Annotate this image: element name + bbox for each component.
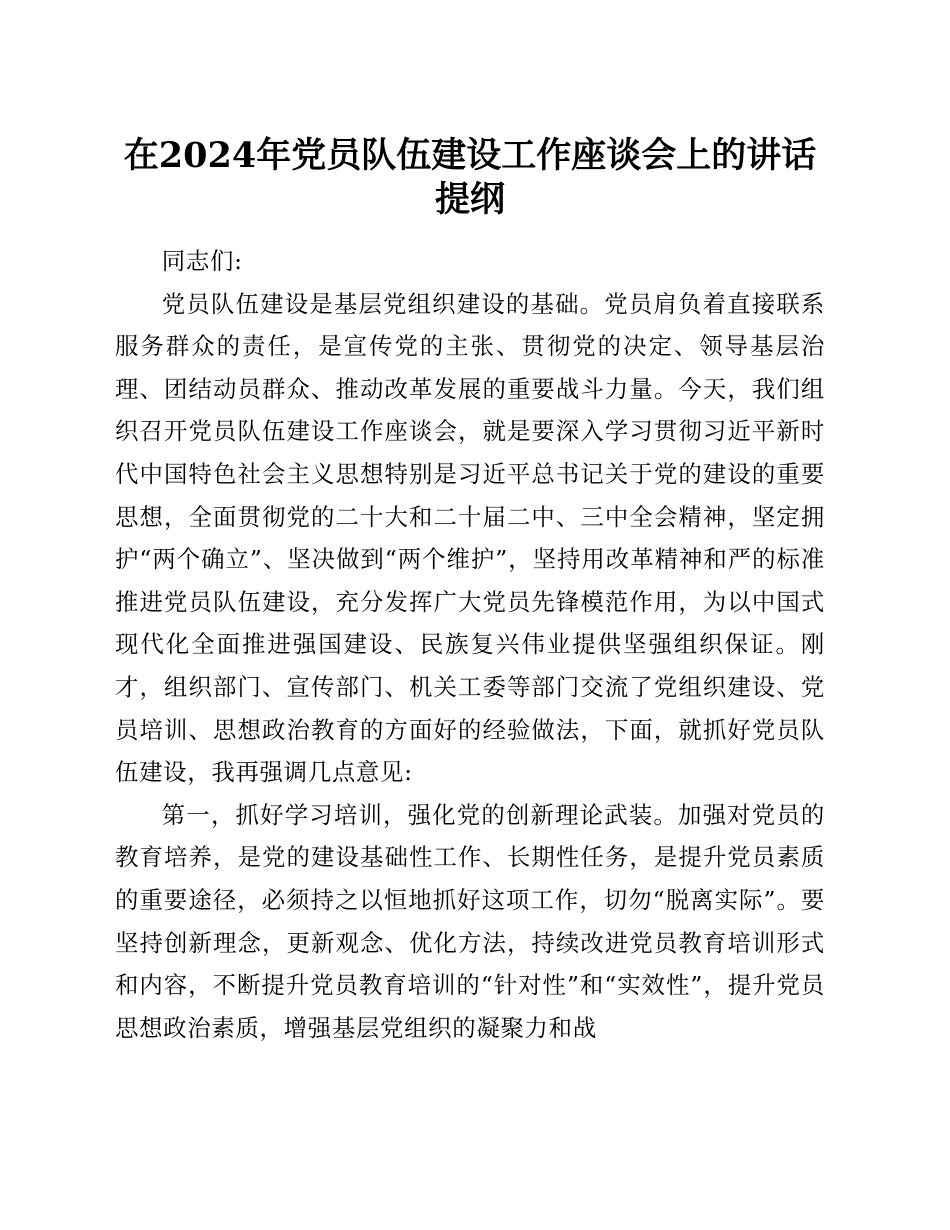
paragraph-intro: 党员队伍建设是基层党组织建设的基础。党员肩负着直接联系服务群众的责任，是宣传党的主张、贯彻党的决定、领导基层治理、团结动员群众、推动改革发展的重要战斗力量。今天，我们组织召开党员队伍建设工作座谈会，就是要深入学习贯彻习近平新时代中国特色社会主义思想特别是习近平总书记关于党的建设的重要思想，全面贯彻党的二十大和二十届二中、三中全会精神，坚定拥护“两个确立”、坚决做到“两个维护”，坚持用改革精神和严的标准推进党员队伍建设，充分发挥广大党员先锋模范作用，为以中国式现代化全面推进强国建设、民族复兴伟业提供坚强组织保证。刚才，组织部门、宣传部门、机关工委等部门交流了党组织建设、党员培训、思想政治教育的方面好的经验做法，下面，就抓好党员队伍建设，我再强调几点意见: [115, 289, 825, 787]
paragraph-first-point: 第一，抓好学习培训，强化党的创新理论武装。加强对党员的教育培养，是党的建设基础性工作、长期性任务，是提升党员素质的重要途径，必须持之以恒地抓好这项工作，切勿“脱离实际”。要坚持创新理念，更新观念、优化方法，持续改进党员教育培训形式和内容，不断提升党员教育培训的“针对性”和“实效性”，提升党员思想政治素质，增强基层党组织的凝聚力和战 [115, 800, 825, 1042]
document-title: 在2024年党员队伍建设工作座谈会上的讲话提纲 [123, 135, 817, 220]
document-body [115, 240, 825, 1049]
salutation: 同志们: [161, 247, 243, 275]
